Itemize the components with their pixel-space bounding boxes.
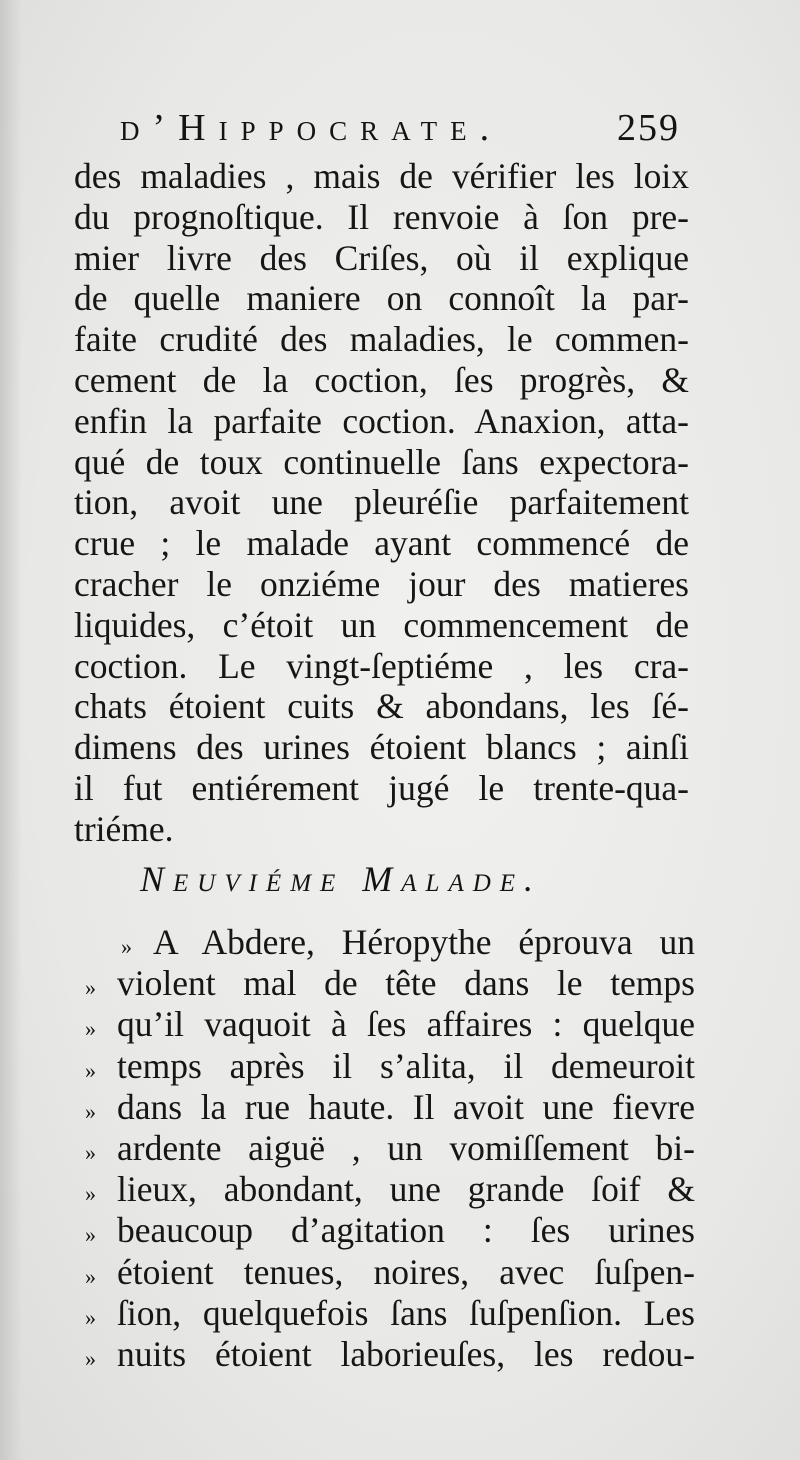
- quoted-line-text: lieux, abondant, une grande ſoif &: [117, 1169, 695, 1210]
- quoted-case-passage: [85, 922, 695, 1375]
- text-line: cement de la coction, ſes progrès, &: [74, 359, 689, 400]
- text-line: de quelle maniere on connoît la par-: [74, 278, 689, 319]
- quoted-line: [85, 1046, 695, 1087]
- paragraph-prognosis: [74, 156, 689, 850]
- text-line: dimens des urines étoient blancs ; ainſi: [74, 727, 689, 768]
- quoted-line: [85, 1128, 695, 1169]
- page-header: [120, 106, 680, 158]
- quoted-line: [85, 1004, 695, 1045]
- text-line: des maladies , mais de vérifier les loix: [74, 156, 689, 196]
- text-line: liquides, c’étoit un commencement de: [74, 604, 689, 645]
- quoted-line: [85, 1334, 695, 1375]
- text-line: mier livre des Criſes, où il explique: [74, 237, 689, 278]
- text-line: triéme.: [74, 808, 174, 849]
- text-line: chats étoient cuits & abondans, les ſé-: [74, 686, 689, 727]
- guillemet-mark: »: [85, 1345, 96, 1371]
- quoted-line-text: qu’il vaquoit à ſes affaires : quelque: [117, 1004, 695, 1045]
- quoted-line-text: ardente aiguë , un vomiſſement bi-: [117, 1127, 695, 1168]
- quoted-line: [85, 1293, 695, 1334]
- text-line: tion, avoit une pleuréſie parfaitement: [74, 482, 689, 523]
- quoted-line-text: étoient tenues, noires, avec ſuſpen-: [117, 1251, 695, 1292]
- guillemet-mark: »: [85, 1057, 96, 1083]
- guillemet-mark: »: [85, 1181, 96, 1207]
- running-head: d’Hippocrate.: [120, 107, 503, 149]
- quoted-line: [85, 1252, 695, 1293]
- text-line: coction. Le vingt-ſeptiéme , les cra-: [74, 645, 689, 686]
- guillemet-mark: »: [85, 1016, 96, 1042]
- text-line: cracher le onziéme jour des matieres: [74, 563, 689, 604]
- guillemet-mark: »: [85, 975, 96, 1001]
- quoted-line: [85, 1210, 695, 1251]
- quoted-line-text: ſion, quelquefois ſans ſuſpenſion. Les: [117, 1292, 695, 1333]
- guillemet-mark: »: [85, 1304, 96, 1330]
- guillemet-mark: »: [121, 934, 132, 959]
- guillemet-mark: »: [85, 1098, 96, 1124]
- quoted-line-text: temps après il s’alita, il demeuroit: [117, 1045, 695, 1086]
- section-heading: Neuviéme Malade.: [140, 859, 543, 899]
- quoted-line: [85, 963, 695, 1004]
- quoted-line: [85, 922, 695, 963]
- text-line: faite crudité des maladies, le commen-: [74, 319, 689, 360]
- quoted-line-text: A Abdere, Héropythe éprouva un: [153, 922, 695, 962]
- guillemet-mark: »: [85, 1222, 96, 1248]
- quoted-line-text: nuits étoient laborieuſes, les redou-: [117, 1333, 695, 1374]
- text-line: enfin la parfaite coction. Anaxion, atta-: [74, 400, 689, 441]
- page-edge-shadow: [0, 0, 22, 1460]
- quoted-line-text: violent mal de tête dans le temps: [117, 963, 695, 1004]
- text-line: crue ; le malade ayant commencé de: [74, 523, 689, 564]
- quoted-line-text: beaucoup d’agitation : ſes urines: [117, 1210, 695, 1251]
- guillemet-mark: »: [85, 1263, 96, 1289]
- quoted-line-text: dans la rue haute. Il avoit une fievre: [117, 1086, 695, 1127]
- quoted-line: [85, 1169, 695, 1210]
- guillemet-mark: »: [85, 1139, 96, 1165]
- page-number: 259: [617, 107, 680, 149]
- text-line: du prognoſtique. Il renvoie à ſon pre-: [74, 196, 689, 237]
- text-line: qué de toux continuelle ſans expectora-: [74, 441, 689, 482]
- text-line: il fut entiérement jugé le trente-qua-: [74, 767, 689, 808]
- quoted-line: [85, 1087, 695, 1128]
